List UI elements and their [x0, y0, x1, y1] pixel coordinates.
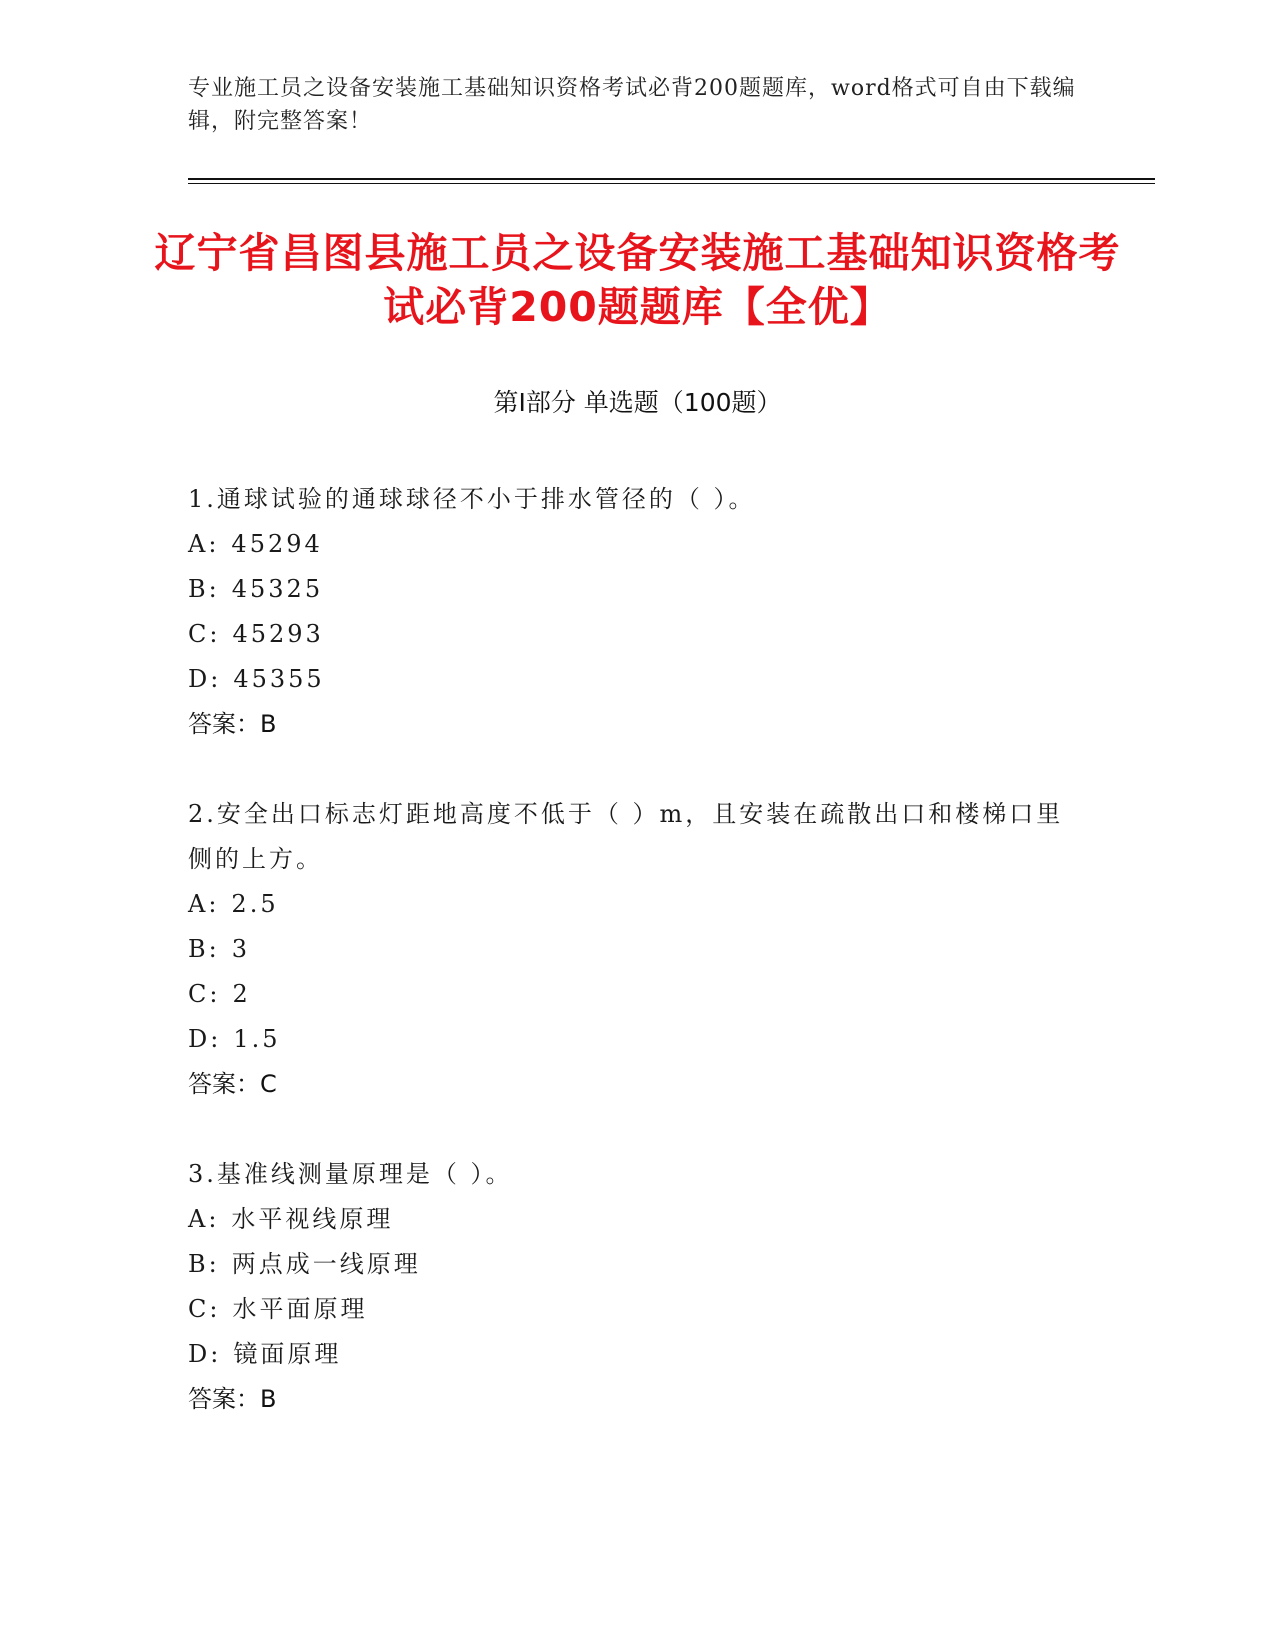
- question-stem: 3.基准线测量原理是（ ）。: [188, 1160, 513, 1188]
- option-d: [188, 1017, 1068, 1062]
- option-b: [188, 1242, 1068, 1287]
- option-a: [188, 522, 1068, 567]
- option-key: B:: [188, 575, 220, 603]
- answer-line: [188, 702, 1068, 747]
- header-note: 专业施工员之设备安装施工基础知识资格考试必背200题题库，word格式可自由下载编辑，附完整答案！: [188, 76, 1076, 134]
- answer-label: 答案：: [188, 1385, 260, 1413]
- question-item: [188, 792, 1068, 1107]
- question-list: [188, 477, 1068, 1467]
- header-divider-thick: [188, 178, 1155, 180]
- option-key: B:: [188, 1250, 220, 1278]
- option-a: [188, 1197, 1068, 1242]
- option-text: 45325: [231, 575, 324, 603]
- option-key: D:: [188, 1340, 222, 1368]
- option-key: C:: [188, 1295, 221, 1323]
- answer-label: 答案：: [188, 710, 260, 738]
- option-d: [188, 1332, 1068, 1377]
- answer-line: [188, 1377, 1068, 1422]
- option-text: 1.5: [233, 1025, 281, 1053]
- option-text: 两点成一线原理: [231, 1250, 421, 1278]
- question-stem: 1.通球试验的通球球径不小于排水管径的（ ）。: [188, 485, 756, 513]
- option-c: [188, 1287, 1068, 1332]
- option-text: 3: [231, 935, 251, 963]
- option-b: [188, 567, 1068, 612]
- answer-line: [188, 1062, 1068, 1107]
- option-text: 镜面原理: [233, 1340, 342, 1368]
- option-text: 2: [232, 980, 251, 1008]
- option-key: A:: [188, 890, 220, 918]
- option-a: [188, 882, 1068, 927]
- option-b: [188, 927, 1068, 972]
- option-text: 45293: [232, 620, 324, 648]
- option-key: A:: [188, 530, 220, 558]
- option-text: 2.5: [231, 890, 279, 918]
- option-key: C:: [188, 980, 221, 1008]
- option-c: [188, 972, 1068, 1017]
- document-title: 辽宁省昌图县施工员之设备安装施工基础知识资格考试必背200题题库【全优】: [154, 229, 1121, 331]
- option-text: 45294: [231, 530, 323, 558]
- answer-label: 答案：: [188, 1070, 260, 1098]
- option-key: B:: [188, 935, 220, 963]
- question-item: [188, 477, 1068, 747]
- option-text: 水平视线原理: [231, 1205, 394, 1233]
- answer-value: B: [260, 1385, 277, 1413]
- section-heading: 第Ⅰ部分 单选题（100题）: [493, 388, 782, 417]
- option-d: [188, 657, 1068, 702]
- option-text: 45355: [233, 665, 325, 693]
- question-item: [188, 1152, 1068, 1422]
- option-key: C:: [188, 620, 221, 648]
- option-key: D:: [188, 1025, 222, 1053]
- answer-value: B: [260, 710, 277, 738]
- option-key: D:: [188, 665, 222, 693]
- question-stem: 2.安全出口标志灯距地高度不低于（ ）m，且安装在疏散出口和楼梯口里侧的上方。: [188, 800, 1064, 873]
- option-key: A:: [188, 1205, 220, 1233]
- option-c: [188, 612, 1068, 657]
- option-text: 水平面原理: [232, 1295, 368, 1323]
- answer-value: C: [260, 1070, 277, 1098]
- header-divider-thin: [188, 183, 1155, 184]
